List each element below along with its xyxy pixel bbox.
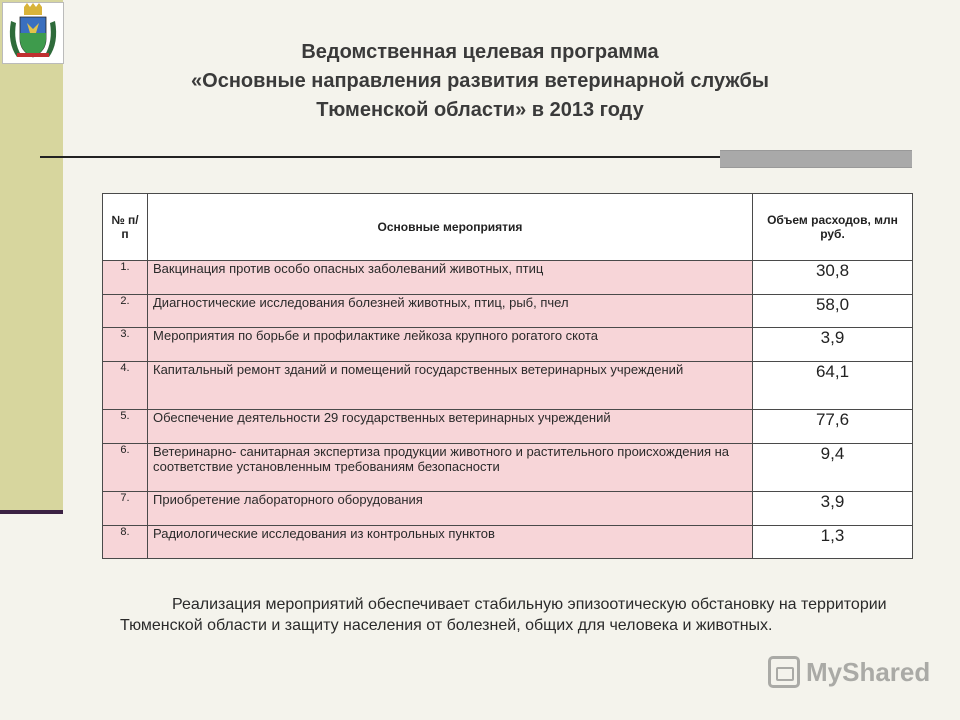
title-line-1: Ведомственная целевая программа [301,41,659,63]
row-value: 3,9 [753,492,913,526]
row-desc: Вакцинация против особо опасных заболеваний животных, птиц [148,261,753,295]
summary-text: Реализация мероприятий обеспечивает стабильную эпизоотическую обстановку на территории Тюменской области и защиту населения от болезней, общих для человека и животных. [120,596,887,634]
expenditure-table [102,193,913,559]
header-num: № п/п [103,194,148,261]
table-row [103,526,913,559]
row-num: 7. [103,492,148,526]
table-row [103,410,913,444]
header-value: Объем расходов, млн руб. [753,194,913,261]
title-divider-bar [720,150,912,168]
row-value: 77,6 [753,410,913,444]
table-row [103,444,913,492]
title-line-2: «Основные направления развития ветеринарной службы [191,70,769,92]
presentation-icon [768,656,800,688]
row-value: 58,0 [753,295,913,328]
table-row [103,261,913,295]
row-num: 6. [103,444,148,492]
row-desc: Радиологические исследования из контрольных пунктов [148,526,753,559]
tyumen-coat-of-arms-icon [2,2,64,64]
row-desc: Ветеринарно- санитарная экспертиза продукции животного и растительного происхождения на соответствие установленным требованиям безопасности [148,444,753,492]
row-num: 1. [103,261,148,295]
row-desc: Приобретение лабораторного оборудования [148,492,753,526]
row-value: 64,1 [753,362,913,410]
table-header-row [103,194,913,261]
summary-paragraph [120,594,910,636]
row-desc: Диагностические исследования болезней животных, птиц, рыб, пчел [148,295,753,328]
page-title [100,38,860,125]
title-line-3: Тюменской области» в 2013 году [316,99,644,121]
row-value: 9,4 [753,444,913,492]
table-row [103,492,913,526]
row-value: 30,8 [753,261,913,295]
table-row [103,362,913,410]
row-desc: Мероприятия по борьбе и профилактике лейкоза крупного рогатого скота [148,328,753,362]
row-num: 5. [103,410,148,444]
row-desc: Капитальный ремонт зданий и помещений государственных ветеринарных учреждений [148,362,753,410]
myshared-watermark [768,656,930,688]
left-band-underline [0,510,63,514]
row-value: 3,9 [753,328,913,362]
watermark-text: MyShared [806,656,931,687]
title-divider-line [40,156,720,158]
left-decor-band [0,0,63,512]
table-row [103,328,913,362]
table-row [103,295,913,328]
row-desc: Обеспечение деятельности 29 государственных ветеринарных учреждений [148,410,753,444]
row-num: 3. [103,328,148,362]
header-desc: Основные мероприятия [148,194,753,261]
row-num: 2. [103,295,148,328]
row-num: 8. [103,526,148,559]
row-num: 4. [103,362,148,410]
row-value: 1,3 [753,526,913,559]
